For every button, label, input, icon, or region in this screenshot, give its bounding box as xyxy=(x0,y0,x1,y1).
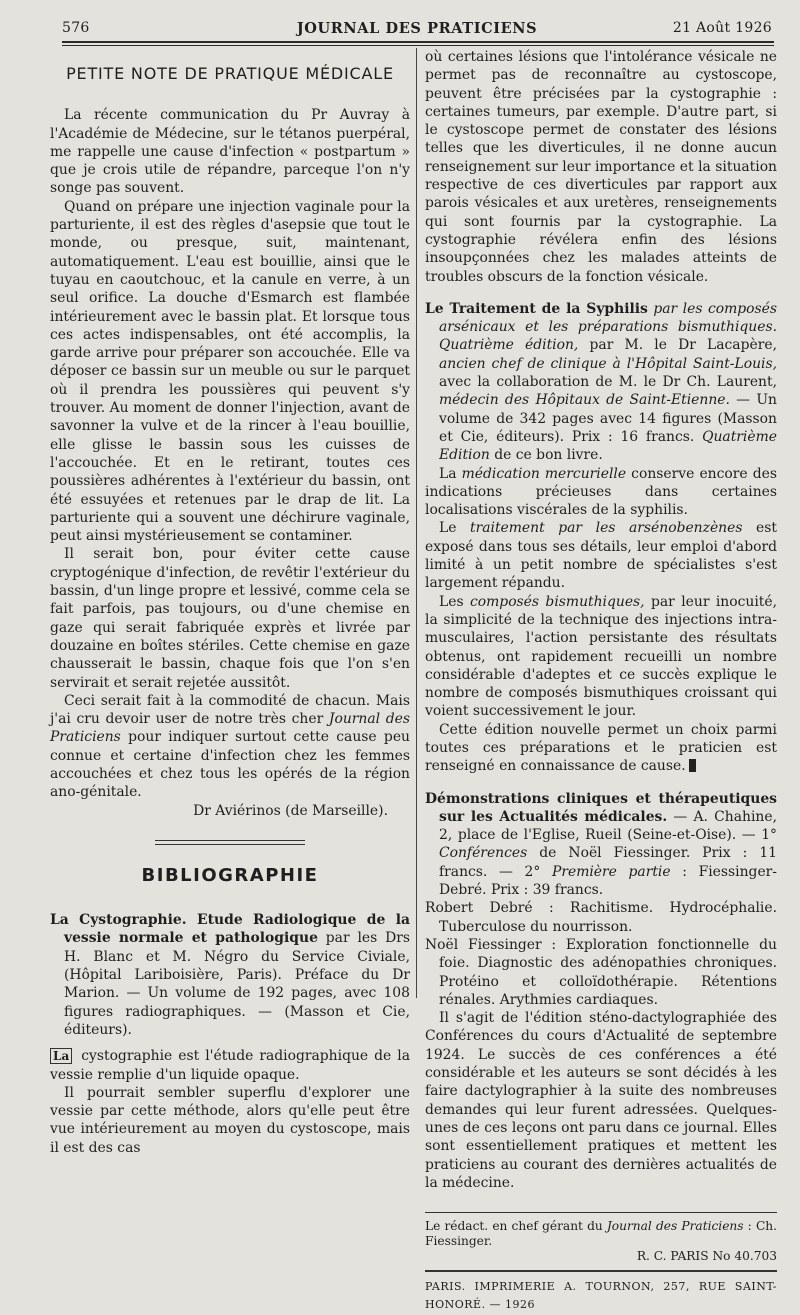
paragraph: Le traitement par les arsénobenzènes est exposé dans tous ses détails, leur emploi d'abord limité à un petit nombre de spécialistes s'est largement répandu. xyxy=(425,520,777,592)
paragraph: La récente communication du Pr Auvray à l'Académie de Médecine, sur le tétanos puerpéral, me rappelle une cause d'infection « postpartum » que je crois utile de répandre, parceque l'on n'y songe pas souvent. xyxy=(50,107,410,197)
bibliography-title: BIBLIOGRAPHIE xyxy=(141,864,319,886)
paragraph: Il pourrait sembler superflu d'explorer une vessie par cette méthode, alors qu'elle peut être vue intérieurement au moyen du cystoscope, mais il est des cas xyxy=(50,1084,410,1156)
paragraph: La cystographie est l'étude radiographique de la vessie remplie d'un liquide opaque. xyxy=(50,1048,410,1083)
issue-date: 21 Août 1926 xyxy=(672,20,772,36)
section-title: PETITE NOTE DE PRATIQUE MÉDICALE xyxy=(66,64,394,83)
header-rule xyxy=(62,41,774,43)
bibliography-entry: Le Traitement de la Syphilis par les composés arsénicaux et les préparations bismuthiques. Quatrième édition, par M. le Dr Lacapère, ancien chef de clinique à l'Hôpital Saint-Louis, avec la collaboration de M. le Dr Ch. Laurent, médecin des Hôpitaux de Saint-Etienne. — Un volume de 342 pages avec 14 figures (Masson et Cie, éditeurs). Prix : 16 francs. Quatrième Edition de ce bon livre. xyxy=(425,300,777,464)
right-column xyxy=(425,48,777,1315)
paragraph: Ceci serait fait à la commodité de chacun. Mais j'ai cru devoir user de notre très cher Journal des Praticiens pour indiquer surtout cette cause peu connue et certaine d'infection chez les femmes accouchées et chez tous les opérés de la région ano-génitale. xyxy=(50,692,410,801)
separator-rule xyxy=(155,840,305,845)
print-mark xyxy=(689,759,696,772)
paragraph: Il s'agit de l'édition sténo-dactylographiée des Conférences du cours d'Actualité de septembre 1924. Le succès de ces conférences a été considérable et les auteurs se sont décidés à les faire dactylographier à la suite des nombreuses demandes qui leur furent adressées. Quelques-unes de ces leçons ont paru dans ce journal. Elles sont essentiellement pratiques et mettent les praticiens au courant des dernières actualités de la médecine. xyxy=(425,1010,777,1191)
journal-title: JOURNAL DES PRATICIENS xyxy=(296,20,538,37)
paragraph: Il serait bon, pour éviter cette cause cryptogénique d'infection, de revêtir l'extérieur du bassin, d'un linge propre et lessivé, comme cela se fait parfois, pas toujours, ou d'une chemise en gaze qui serait fabriquée exprès et livrée par douzaine en boîtes stériles. Cette chemise en gaze chausserait le bassin, chaque fois que l'on s'en servirait et serait rejetée aussitôt. xyxy=(50,546,410,691)
registration-number: R. C. PARIS No 40.703 xyxy=(636,1249,777,1264)
drop-capital: La xyxy=(50,1048,72,1064)
editor-credit: Le rédact. en chef gérant du Journal des Praticiens : Ch. Fiessinger. R. C. PARIS No 40.703 xyxy=(425,1212,777,1264)
left-column xyxy=(50,60,410,1157)
paragraph: où certaines lésions que l'intolérance vésicale ne permet pas de reconnaître au cystoscope, peuvent être précisées par la cystographie : certaines tumeurs, par exemple. D'autre part, si le cystoscope permet de constater des lésions telles que les diverticules, il ne donne aucun renseignement sur leur importance et la situation respective de ces diverticules par rapport aux parois vésicales et aux uretères, renseignements qui sont fournis par la cystographie. La cystographie révélera enfin des lésions insoupçonnées chez les malades atteints de troubles obscurs de la fonction vésicale. xyxy=(425,49,777,285)
column-divider xyxy=(416,48,417,998)
printer-imprint: PARIS. IMPRIMERIE A. TOURNON, 257, RUE SAINT-HONORÉ. — 1926 xyxy=(425,1270,777,1315)
paragraph: La médication mercurielle conserve encore des indications précieuses dans certaines localisations viscérales de la syphilis. xyxy=(425,465,777,519)
page-number: 576 xyxy=(62,20,90,36)
bibliography-entry: La Cystographie. Etude Radiologique de la vessie normale et pathologique par les Drs H. Blanc et M. Négro du Service Civiale, (Hôpital Lariboisière, Paris). Préface du Dr Marion. — Un volume de 192 pages, avec 108 figures radiographiques. — (Masson et Cie, éditeurs). xyxy=(50,912,410,1038)
paragraph: Quand on prépare une injection vaginale pour la parturiente, il est des règles d'asepsie que tout le monde, ou presque, suit, maintenant, automatiquement. L'eau est bouillie, ainsi que le tuyau en caoutchouc, et la canule en verre, à un seul orifice. La douche d'Esmarch est flambée intérieurement avec le bassin plat. Et lorsque tous ces actes indispensables, ont été accomplis, la garde arrive pour préparer son accouchée. Elle va déposer ce bassin sur un meuble ou sur le parquet où il prendra les poussières qui peuvent s'y trouver. Au moment de donner l'injection, avant de savonner la vulve et de la rincer à l'eau bouillie, elle glisse le bassin sous les cuisses de l'accouchée. Et en le retirant, toutes ces poussières adhérentes à l'extérieur du bassin, ont été essuyées et retenues par le drap de lit. La parturiente qui a souvent une déchirure vaginale, peut ainsi mystérieusement se contaminer. xyxy=(50,198,410,545)
running-header xyxy=(62,20,772,42)
bibliography-entry: Robert Debré : Rachitisme. Hydrocéphalie. Tuberculose du nourrisson. xyxy=(425,900,777,935)
bibliography-entry: Démonstrations cliniques et thérapeutiques sur les Actualités médicales. — A. Chahine, 2, place de l'Eglise, Rueil (Seine-et-Oise). — 1° Conférences de Noël Fiessinger. Prix : 11 francs. — 2° Première partie : Fiessinger-Debré. Prix : 39 francs. xyxy=(425,790,777,899)
paragraph: Les composés bismuthiques, par leur inocuité, la simplicité de la technique des injections intra-musculaires, l'action persistante des résultats obtenus, ont rapidement recueilli un nombre considérable d'adeptes et ce succès explique le nombre de composés bismuthiques croissant qui voient successivement le jour. xyxy=(425,593,777,720)
author-signature: Dr Aviérinos (de Marseille). xyxy=(193,802,388,819)
bibliography-entry: Noël Fiessinger : Exploration fonctionnelle du foie. Diagnostic des adénopathies chroniques. Protéino et colloïdothérapie. Rétentions rénales. Arythmies cardiaques. xyxy=(425,936,777,1008)
header-rule-thin xyxy=(62,45,774,46)
paragraph: Cette édition nouvelle permet un choix parmi toutes ces préparations et le praticien est renseigné en connaissance de cause. xyxy=(425,721,777,775)
